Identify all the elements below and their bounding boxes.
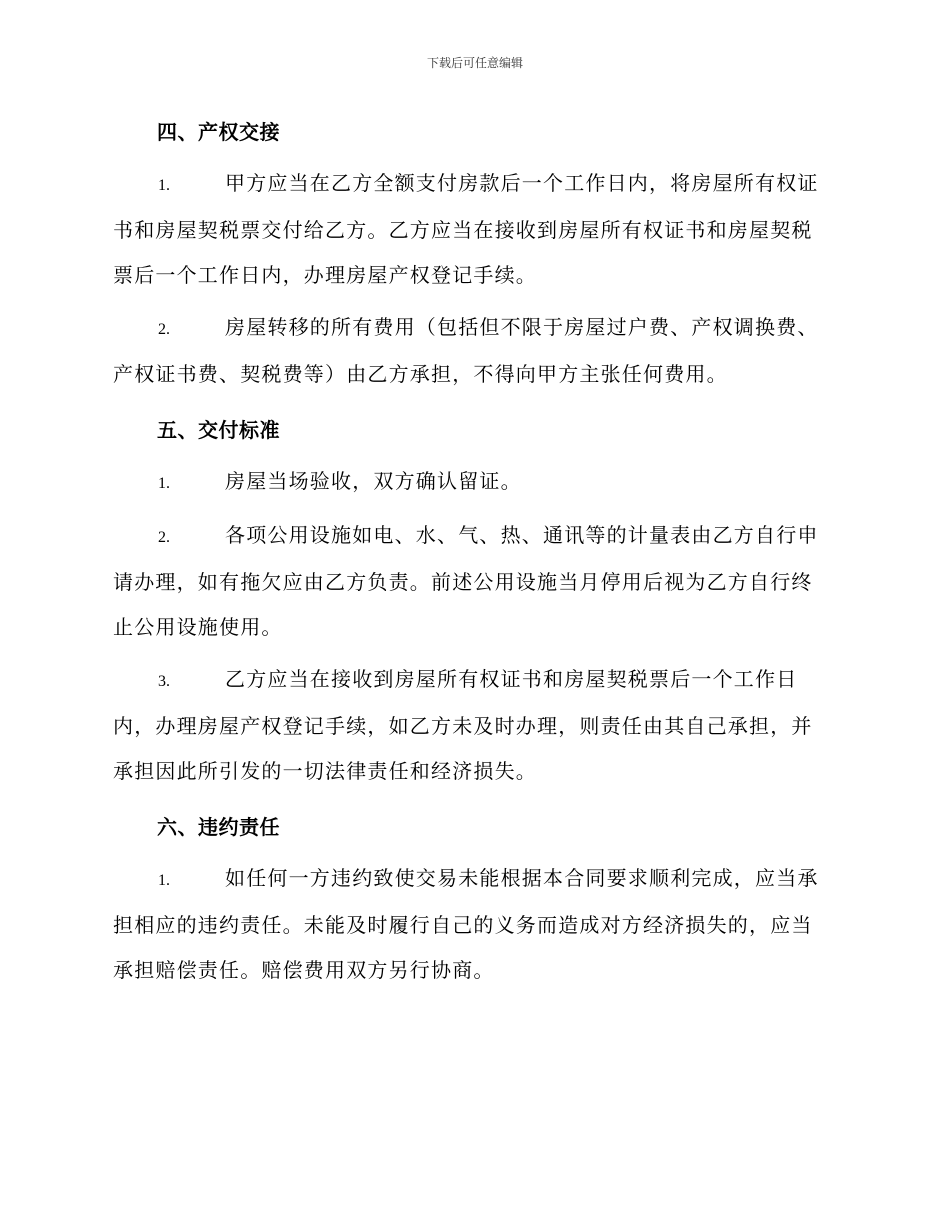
clause-number: 1. (158, 475, 170, 492)
clause-text-line: 房屋当场验收，双方确认留证。 (225, 469, 522, 493)
clause-number: 2. (158, 321, 170, 338)
clause-number: 1. (158, 177, 170, 194)
clause-paragraph (113, 459, 833, 506)
clause-text-line: 房屋转移的所有费用（包括但不限于房屋过户费、产权调换费、 (225, 315, 819, 339)
clause-paragraph (113, 856, 833, 993)
clause-paragraph (113, 657, 833, 794)
clause-text-line: 内，办理房屋产权登记手续，如乙方未及时办理，则责任由其自己承担，并 (113, 714, 813, 738)
clause-text-line: 票后一个工作日内，办理房屋产权登记手续。 (113, 263, 537, 287)
clause-number: 3. (158, 673, 170, 690)
clause-text-line: 止公用设施使用。 (113, 615, 283, 639)
clause-text-line: 产权证书费、契税费等）由乙方承担，不得向甲方主张任何费用。 (113, 362, 728, 386)
clause-text-line: 承担赔偿责任。赔偿费用双方另行协商。 (113, 958, 495, 982)
header-note: 下载后可任意编辑 (426, 56, 523, 70)
clause-number: 1. (158, 872, 170, 889)
clause-text-line: 请办理，如有拖欠应由乙方负责。前述公用设施当月停用后视为乙方自行终 (113, 570, 813, 594)
clause-text-line: 如任何一方违约致使交易未能根据本合同要求顺利完成，应当承 (225, 866, 819, 890)
clause-text-line: 承担因此所引发的一切法律责任和经济损失。 (113, 759, 537, 783)
clause-number: 2. (158, 529, 170, 546)
clause-text-line: 各项公用设施如电、水、气、热、通讯等的计量表由乙方自行申 (225, 523, 819, 547)
clause-text-line: 乙方应当在接收到房屋所有权证书和房屋契税票后一个工作日 (225, 667, 798, 691)
clause-paragraph (113, 513, 833, 650)
section-heading-breach-liability: 六、违约责任 (157, 815, 280, 839)
clause-text-line: 甲方应当在乙方全额支付房款后一个工作日内，将房屋所有权证 (225, 171, 819, 195)
clause-text-line: 书和房屋契税票交付给乙方。乙方应当在接收到房屋所有权证书和房屋契税 (113, 218, 813, 242)
clause-paragraph (113, 161, 833, 298)
section-heading-property-transfer: 四、产权交接 (157, 120, 280, 144)
clause-paragraph (113, 305, 833, 397)
section-heading-delivery-standard: 五、交付标准 (157, 418, 280, 442)
clause-text-line: 担相应的违约责任。未能及时履行自己的义务而造成对方经济损失的，应当 (113, 913, 813, 937)
